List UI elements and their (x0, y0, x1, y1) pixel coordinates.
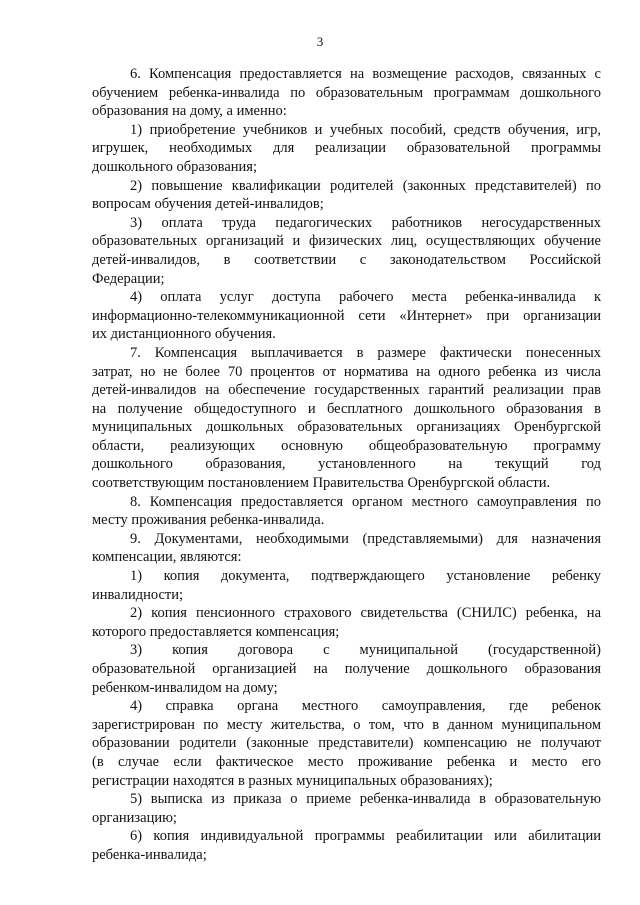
text-line: образовательной организацией на получение дошкольного образования (92, 661, 601, 677)
text-line: образовании родители (законные представители) компенсацию не получают (92, 735, 601, 752)
text-line: 6. Компенсация предоставляется на возмещение расходов, связанных с (130, 66, 601, 82)
text-line: 7. Компенсация выплачивается в размере фактически понесенных (130, 344, 601, 361)
text-line: обучением ребенка-инвалида по образовательным программам дошкольного (92, 84, 601, 101)
text-line: вопросам обучения детей-инвалидов; (92, 196, 324, 213)
text-line: регистрации находятся в разных муниципальных образованиях); (92, 772, 493, 789)
text-line: 2) повышение квалификации родителей (законных представителей) по (130, 177, 601, 194)
text-line: Федерации; (92, 270, 165, 287)
page-number: 3 (316, 34, 324, 49)
text-line: их дистанционного обучения. (92, 326, 276, 343)
text-line: 1) приобретение учебников и учебных пособий, средств обучения, игр, (130, 121, 601, 138)
text-line: области, реализующих основную общеобразовательную программу (92, 437, 601, 454)
text-line: на получение общедоступного и бесплатного дошкольного образования в (92, 400, 601, 417)
text-line: 6) копия индивидуальной программы реабилитации или абилитации (130, 828, 601, 845)
text-line: инвалидности; (92, 586, 184, 603)
text-line: 3) оплата труда педагогических работников негосударственных (130, 214, 601, 231)
text-line: ребенка-инвалида; (92, 846, 207, 863)
text-line: соответствующим постановлением Правительства Оренбургской области. (92, 475, 551, 492)
text-line: муниципальных дошкольных образовательных организациях Оренбургской (92, 419, 601, 436)
text-line: детей-инвалидов на обеспечение государственных гарантий реализации прав (92, 382, 601, 399)
text-line: ребенком-инвалидом на дому; (92, 679, 278, 696)
document-body (92, 65, 601, 865)
text-line: 1) копия документа, подтверждающего установление ребенку (130, 568, 601, 585)
text-line: 4) справка органа местного самоуправления, где ребенок (130, 698, 601, 715)
text-line: которого предоставляется компенсация; (92, 623, 340, 640)
text-line: 9. Документами, необходимыми (представляемыми) для назначения (130, 530, 601, 547)
text-line: зарегистрирован по месту жительства, о том, что в данном муниципальном (92, 716, 601, 733)
text-line: (в случае если фактическое место проживание ребенка и место его (92, 753, 601, 770)
text-line: дошкольного образования, установленного на текущий год (92, 456, 601, 473)
text-line: дошкольного образования; (92, 158, 257, 175)
text-line: 8. Компенсация предоставляется органом местного самоуправления по (130, 493, 601, 510)
text-line: 2) копия пенсионного страхового свидетельства (СНИЛС) ребенка, на (130, 605, 601, 622)
text-line: организацию; (92, 809, 177, 826)
text-line: месту проживания ребенка-инвалида. (92, 512, 325, 529)
text-line: компенсации, являются: (92, 549, 242, 566)
text-line: 4) оплата услуг доступа рабочего места ребенка-инвалида к (130, 289, 601, 306)
text-line: затрат, но не более 70 процентов от норматива на одного ребенка из числа (92, 363, 601, 380)
text-line: образовательных организаций и физических лиц, осуществляющих обучение (92, 233, 601, 250)
text-line: информационно-телекоммуникационной сети «Интернет» при организации (92, 307, 601, 324)
text-line: 3) копия договора с муниципальной (государственной) (130, 642, 601, 659)
text-line: игрушек, необходимых для реализации образовательной программы (92, 140, 601, 157)
text-line: детей-инвалидов, в соответствии с законодательством Российской (92, 251, 601, 268)
text-line: образования на дому, а именно: (92, 103, 287, 120)
text-line: 5) выписка из приказа о приеме ребенка-инвалида в образовательную (130, 791, 601, 808)
